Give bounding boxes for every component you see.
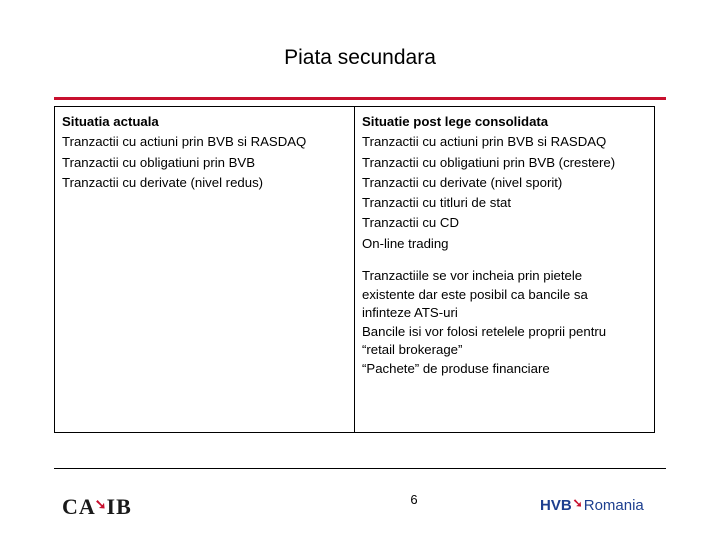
post-law-note-line: “retail brokerage” [362,342,463,358]
post-law-item: On-line trading [362,235,449,251]
camib-logo: CA➘IB [62,494,132,519]
footer-divider [54,468,666,469]
comparison-table [54,106,655,433]
current-situation-item: Tranzactii cu derivate (nivel redus) [62,174,264,190]
current-situation-item: Tranzactii cu actiuni prin BVB si RASDAQ [62,134,307,150]
post-law-note-line: Bancile isi vor folosi retelele proprii pentru [362,323,607,339]
post-law-note-line: infinteze ATS-uri [362,305,458,321]
current-situation-item: Tranzactii cu obligatiuni prin BVB [62,154,256,170]
hvb-romania-logo: HVB➘Romania [540,496,644,514]
post-law-item: Tranzactii cu derivate (nivel sporit) [362,174,563,190]
title-underline-divider [54,97,666,100]
logo-swoosh-icon: ➘ [94,498,108,513]
post-law-column [355,107,654,432]
post-law-note-line: existente dar este posibil ca bancile sa [362,286,588,302]
slide-title: Piata secundara [284,46,436,69]
current-situation-heading: Situatia actuala [62,114,159,129]
post-law-note-line: “Pachete” de produse financiare [362,360,550,376]
logo-swoosh-icon: ➘ [572,496,583,510]
page-number: 6 [410,492,418,507]
post-law-heading: Situatie post lege consolidata [362,114,549,129]
post-law-item: Tranzactii cu obligatiuni prin BVB (crestere) [362,154,616,170]
post-law-item: Tranzactii cu actiuni prin BVB si RASDAQ [362,134,607,150]
post-law-notes [362,267,647,378]
current-situation-column [55,107,355,432]
post-law-item: Tranzactii cu CD [362,215,459,231]
post-law-note-line: Tranzactiile se vor incheia prin pietele [362,268,583,284]
post-law-item: Tranzactii cu titluri de stat [362,195,512,211]
